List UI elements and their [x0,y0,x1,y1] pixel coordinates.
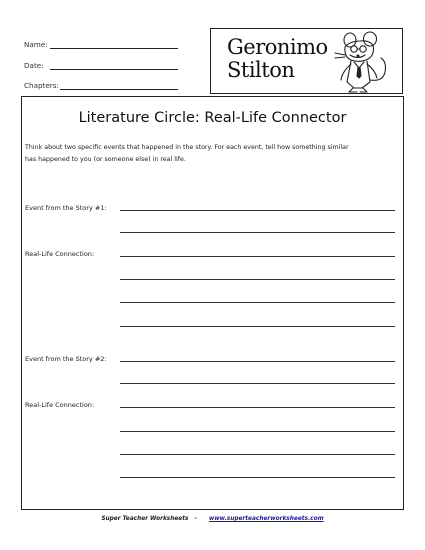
logo-title-line2: Stilton [227,58,295,82]
event-2-write-line[interactable] [120,383,395,384]
mouse-mascot-icon [327,30,393,94]
event-1-write-line[interactable] [120,232,395,233]
footer-url-link[interactable]: www.superteacherworksheets.com [208,516,324,522]
footer [0,516,425,522]
connection-1-write-line[interactable] [120,302,395,303]
connection-2-write-line[interactable] [120,407,395,408]
connection-2-label: Real-Life Connection: [25,401,95,409]
connection-1-write-line[interactable] [120,256,395,257]
footer-brand: Super Teacher Worksheets [101,516,189,522]
date-write-line[interactable] [50,69,178,70]
name-label: Name: [24,40,48,49]
name-write-line[interactable] [50,48,178,49]
event-1-label: Event from the Story #1: [25,204,107,212]
geronimo-stilton-logo [210,28,403,94]
chapters-label: Chapters: [24,81,59,90]
event-2-label: Event from the Story #2: [25,355,107,363]
instructions-line-2: has happened to you (or someone else) in real life. [25,156,186,163]
connection-2-write-line[interactable] [120,477,395,478]
event-1-write-line[interactable] [120,210,395,211]
connection-2-write-line[interactable] [120,431,395,432]
connection-1-write-line[interactable] [120,326,395,327]
connection-1-write-line[interactable] [120,279,395,280]
chapters-write-line[interactable] [60,89,178,90]
date-label: Date: [24,61,44,70]
event-2-write-line[interactable] [120,361,395,362]
connection-1-label: Real-Life Connection: [25,250,95,258]
instructions-line-1: Think about two specific events that happened in the story. For each event, tell how something similar [25,144,349,151]
footer-separator: - [194,516,197,522]
logo-title-line1: Geronimo [227,35,328,59]
connection-2-write-line[interactable] [120,454,395,455]
worksheet-title: Literature Circle: Real-Life Connector [78,110,347,126]
